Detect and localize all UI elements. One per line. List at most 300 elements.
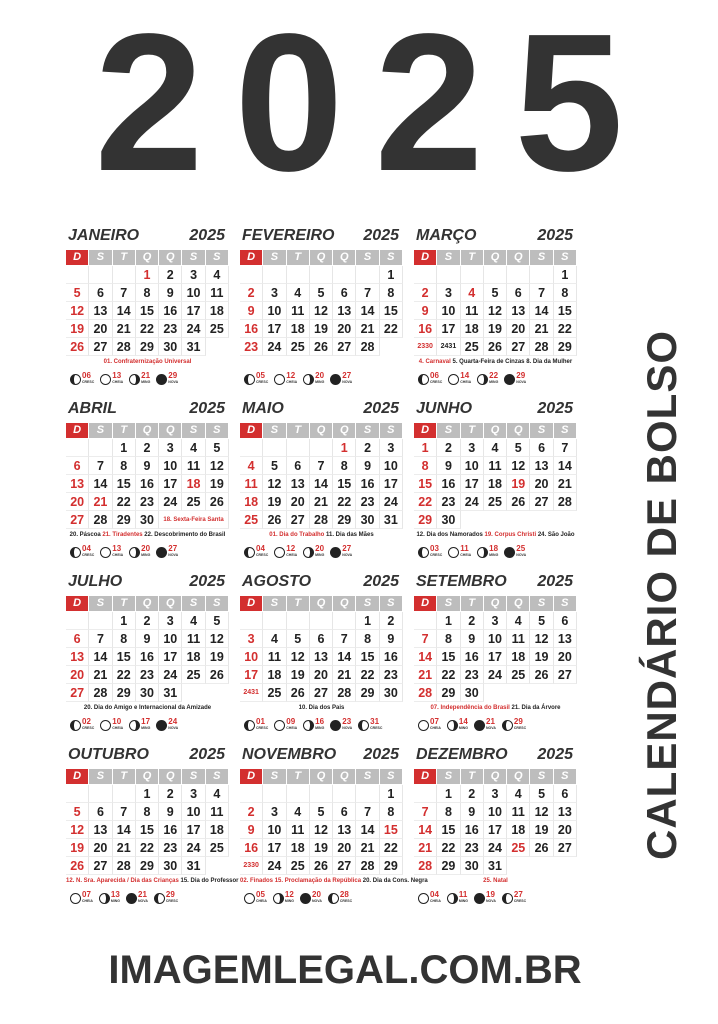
weekday-label: Q <box>136 423 158 438</box>
day-cell: 15 <box>437 648 460 666</box>
moon-day: 14 <box>458 717 468 726</box>
moon-phase <box>156 718 178 732</box>
moon-full-icon <box>448 547 459 558</box>
day-cell: 5 <box>263 457 286 475</box>
day-cell: 25 <box>287 857 310 875</box>
day-cell: 4 <box>206 785 229 803</box>
day-cell: 21 <box>310 493 333 511</box>
moon-date <box>430 545 442 559</box>
weekday-label: S <box>356 596 378 611</box>
moon-label: CHEIA <box>430 726 441 730</box>
weekday-label: S <box>89 250 111 265</box>
day-cell: 1 <box>554 266 577 284</box>
moon-day: 01 <box>256 717 265 726</box>
weekday-label: Q <box>507 423 529 438</box>
day-cell: 16 <box>461 648 484 666</box>
moon-label: NOVA <box>342 380 353 384</box>
moon-date <box>286 372 297 386</box>
day-cell: 18 <box>182 475 205 493</box>
day-cell: 19 <box>206 648 229 666</box>
moon-wane-icon <box>303 374 314 385</box>
day-empty <box>287 266 310 284</box>
day-cell: 23 <box>461 666 484 684</box>
weekday-label: T <box>113 423 135 438</box>
moon-day: 27 <box>342 544 352 553</box>
month-year: 2025 <box>189 573 225 590</box>
moon-day: 07 <box>430 717 439 726</box>
weekday-label: S <box>437 250 459 265</box>
day-grid <box>414 785 577 875</box>
weekday-row <box>240 596 403 611</box>
month-year: 2025 <box>189 746 225 763</box>
day-cell: 2 <box>240 803 263 821</box>
day-cell: 10 <box>484 803 507 821</box>
month-block <box>240 571 403 741</box>
day-cell: 14 <box>356 821 379 839</box>
weekday-label: S <box>554 250 576 265</box>
moon-label: CRESC <box>370 726 383 730</box>
day-cell: 26 <box>66 857 89 875</box>
day-cell: 8 <box>136 803 159 821</box>
holiday-note: 4. Carnaval <box>418 359 453 365</box>
day-cell: 27 <box>66 684 89 702</box>
weekday-label: S <box>206 769 228 784</box>
month-name: OUTUBRO <box>68 746 149 763</box>
day-cell: 5 <box>530 785 553 803</box>
day-empty <box>414 612 437 630</box>
moon-half-icon <box>418 374 429 385</box>
year-heading <box>0 0 718 212</box>
day-cell: 3 <box>263 803 286 821</box>
day-cell: 9 <box>461 630 484 648</box>
day-empty <box>333 612 356 630</box>
day-cell: 15 <box>333 475 356 493</box>
moon-day: 11 <box>458 890 468 899</box>
day-cell: 19 <box>507 475 530 493</box>
day-cell: 20 <box>310 666 333 684</box>
day-cell: 14 <box>113 302 136 320</box>
day-cell: 18 <box>240 493 263 511</box>
moon-date <box>312 891 322 905</box>
moon-half-icon <box>502 893 513 904</box>
day-cell: 11 <box>484 457 507 475</box>
day-cell: 26 <box>287 684 310 702</box>
moon-date <box>315 545 324 559</box>
day-cell: 5 <box>66 284 89 302</box>
day-cell: 13 <box>333 302 356 320</box>
holiday-notes <box>414 877 577 886</box>
moon-day: 17 <box>141 717 151 726</box>
day-cell: 14 <box>113 821 136 839</box>
holiday-note: 10. Dia dos Pais <box>298 705 345 711</box>
day-cell: 9 <box>437 457 460 475</box>
moon-date <box>286 545 297 559</box>
moon-date <box>112 718 123 732</box>
moon-date <box>516 372 526 386</box>
weekday-label: T <box>461 596 483 611</box>
moon-day: 12 <box>286 544 296 553</box>
day-cell: 30 <box>159 857 182 875</box>
day-cell: 2 <box>136 439 159 457</box>
day-grid <box>414 439 577 529</box>
weekday-label: D <box>414 250 436 265</box>
moon-half-icon <box>70 547 81 558</box>
weekday-label: T <box>287 250 309 265</box>
day-cell: 30 <box>380 684 403 702</box>
moon-date <box>82 372 94 386</box>
moon-wane-icon <box>303 720 314 731</box>
day-empty <box>310 439 333 457</box>
day-cell: 22 <box>113 493 136 511</box>
day-empty <box>263 266 286 284</box>
moon-label: NOVA <box>168 553 179 557</box>
weekday-label: S <box>263 423 285 438</box>
moon-phase-row <box>414 370 577 388</box>
year-digit: 2 <box>94 0 204 212</box>
moon-date <box>111 891 120 905</box>
weekday-label: T <box>113 769 135 784</box>
moon-day: 10 <box>112 717 122 726</box>
moon-wane-icon <box>303 547 314 558</box>
day-cell: 26 <box>310 857 333 875</box>
moon-phase <box>328 891 352 905</box>
day-cell: 3 <box>159 612 182 630</box>
day-cell: 18 <box>507 648 530 666</box>
weekday-label: S <box>89 423 111 438</box>
weekday-row <box>414 596 577 611</box>
weekday-label: S <box>380 250 402 265</box>
day-cell: 9 <box>136 457 159 475</box>
day-cell: 23 <box>356 493 379 511</box>
weekday-label: S <box>437 596 459 611</box>
day-cell: 9 <box>159 803 182 821</box>
moon-date <box>370 718 382 732</box>
day-cell: 2 <box>461 785 484 803</box>
day-cell: 11 <box>507 630 530 648</box>
weekday-row <box>240 250 403 265</box>
weekday-label: S <box>206 596 228 611</box>
moon-label: CRESC <box>82 553 95 557</box>
day-cell: 17 <box>159 475 182 493</box>
moon-phase <box>330 545 352 559</box>
day-cell: 16 <box>240 839 263 857</box>
day-cell: 26 <box>530 839 553 857</box>
moon-date <box>168 718 178 732</box>
moon-phase-row <box>414 543 577 561</box>
moon-phase-row <box>240 370 403 388</box>
day-cell: 2 <box>240 284 263 302</box>
month-year: 2025 <box>189 400 225 417</box>
moon-phase <box>100 718 123 732</box>
moon-day: 05 <box>256 371 265 380</box>
moon-date <box>514 718 526 732</box>
moon-phase-row <box>66 543 229 561</box>
day-cell: 6 <box>310 630 333 648</box>
moon-label: CRESC <box>256 726 269 730</box>
day-cell: 18 <box>287 320 310 338</box>
day-cell: 27 <box>507 338 530 356</box>
day-cell: 31 <box>380 511 403 529</box>
moon-label: CHEIA <box>460 380 472 384</box>
day-cell: 11 <box>182 630 205 648</box>
moon-phase <box>156 372 178 386</box>
weekday-label: S <box>356 423 378 438</box>
weekday-label: D <box>414 769 436 784</box>
moon-day: 13 <box>112 371 122 380</box>
moon-label: CRESC <box>430 380 443 384</box>
moon-phase <box>274 545 297 559</box>
holiday-notes <box>66 877 239 886</box>
day-cell: 14 <box>89 475 112 493</box>
day-empty <box>263 785 286 803</box>
day-cell: 28 <box>554 493 577 511</box>
day-empty <box>287 612 310 630</box>
day-grid <box>414 612 577 702</box>
day-cell: 3 <box>159 439 182 457</box>
day-cell: 9 <box>380 630 403 648</box>
holiday-note: 12. Dia dos Namorados <box>416 532 485 538</box>
moon-date <box>460 545 471 559</box>
day-cell: 6 <box>66 630 89 648</box>
weekday-label: Q <box>507 596 529 611</box>
month-header <box>66 571 229 593</box>
day-cell: 22 <box>136 839 159 857</box>
weekday-label: S <box>206 423 228 438</box>
holiday-note: 02. Finados <box>240 878 275 884</box>
day-cell: 22 <box>333 493 356 511</box>
day-cell: 28 <box>414 857 437 875</box>
weekday-label: S <box>89 596 111 611</box>
day-cell: 4 <box>461 284 484 302</box>
day-empty <box>333 785 356 803</box>
moon-day: 20 <box>141 544 151 553</box>
day-cell: 27 <box>66 511 89 529</box>
day-cell: 8 <box>113 457 136 475</box>
month-year: 2025 <box>363 400 399 417</box>
moon-date <box>514 891 526 905</box>
weekday-label: Q <box>159 250 181 265</box>
day-cell: 26 <box>66 338 89 356</box>
moon-date <box>138 891 148 905</box>
day-cell: 2 <box>356 439 379 457</box>
month-name: MARÇO <box>416 227 477 244</box>
moon-day: 12 <box>284 890 294 899</box>
moon-day: 29 <box>513 717 523 726</box>
moon-label: CRESC <box>82 380 95 384</box>
weekday-label: S <box>380 596 402 611</box>
day-cell: 23 <box>437 493 460 511</box>
moon-date <box>459 718 468 732</box>
moon-phase <box>477 545 498 559</box>
month-name: NOVEMBRO <box>242 746 337 763</box>
moon-day: 27 <box>168 544 178 553</box>
day-cell: 13 <box>554 630 577 648</box>
moon-phase-row <box>414 716 577 734</box>
day-cell: 19 <box>66 839 89 857</box>
day-cell: 8 <box>113 630 136 648</box>
moon-date <box>315 718 324 732</box>
day-empty <box>89 439 112 457</box>
day-cell: 26 <box>206 666 229 684</box>
moon-wane-icon <box>129 547 140 558</box>
day-cell: 19 <box>484 320 507 338</box>
weekday-label: Q <box>310 423 332 438</box>
moon-full-icon <box>244 893 255 904</box>
day-cell: 28 <box>89 684 112 702</box>
day-cell: 8 <box>333 457 356 475</box>
moon-phase <box>273 891 294 905</box>
day-cell: 17 <box>159 648 182 666</box>
day-cell: 27 <box>554 839 577 857</box>
moon-full-icon <box>100 374 111 385</box>
day-cell: 2 <box>136 612 159 630</box>
weekday-row <box>66 596 229 611</box>
moon-label: CHEIA <box>112 380 124 384</box>
weekday-label: S <box>554 596 576 611</box>
day-cell: 1 <box>437 612 460 630</box>
day-cell: 16 <box>380 648 403 666</box>
day-cell: 16 <box>159 302 182 320</box>
day-cell: 17 <box>380 475 403 493</box>
day-cell: 26 <box>507 493 530 511</box>
moon-full-icon <box>448 374 459 385</box>
moon-phase <box>447 891 468 905</box>
moon-label: NOVA <box>168 726 179 730</box>
day-empty <box>240 439 263 457</box>
day-cell: 28 <box>89 511 112 529</box>
moon-label: CHEIA <box>112 726 124 730</box>
moon-wane-icon <box>129 720 140 731</box>
day-cell: 12 <box>206 630 229 648</box>
moon-date <box>342 545 352 559</box>
holiday-inline: 18. Sexta-Feira Santa <box>159 511 229 529</box>
day-cell: 21 <box>414 666 437 684</box>
day-cell: 6 <box>554 785 577 803</box>
day-cell: 10 <box>159 457 182 475</box>
day-cell: 17 <box>461 475 484 493</box>
day-cell: 1 <box>136 266 159 284</box>
day-cell: 1 <box>136 785 159 803</box>
year-digit: 0 <box>234 0 344 212</box>
day-empty <box>356 785 379 803</box>
moon-label: NOVA <box>486 726 496 730</box>
moon-label: CHEIA <box>286 553 298 557</box>
day-cell: 25 <box>263 684 286 702</box>
moon-phase <box>448 372 471 386</box>
day-cell: 25 <box>182 666 205 684</box>
day-cell: 2 <box>414 284 437 302</box>
day-cell: 31 <box>484 857 507 875</box>
day-cell: 13 <box>287 475 310 493</box>
moon-half-icon <box>502 720 513 731</box>
moon-new-icon <box>156 720 167 731</box>
day-cell: 27 <box>554 666 577 684</box>
weekday-label: S <box>182 423 204 438</box>
day-cell: 22 <box>414 493 437 511</box>
day-cell: 21 <box>113 320 136 338</box>
day-cell: 3 <box>380 439 403 457</box>
day-cell: 13 <box>89 302 112 320</box>
weekday-label: S <box>89 769 111 784</box>
day-cell: 1 <box>333 439 356 457</box>
day-cell: 10 <box>380 457 403 475</box>
day-cell: 14 <box>356 302 379 320</box>
moon-label: NOVA <box>168 380 179 384</box>
month-name: AGOSTO <box>242 573 312 590</box>
day-grid <box>66 439 229 529</box>
moon-day: 13 <box>110 890 120 899</box>
day-cell: 17 <box>263 839 286 857</box>
day-cell: 6 <box>287 457 310 475</box>
moon-day: 29 <box>168 371 178 380</box>
moon-label: NOVA <box>342 553 353 557</box>
day-cell: 1 <box>113 439 136 457</box>
month-header <box>240 398 403 420</box>
moon-phase <box>244 891 267 905</box>
moon-date <box>141 372 150 386</box>
day-cell: 3 <box>182 785 205 803</box>
weekday-label: D <box>66 250 88 265</box>
moon-phase-row <box>414 889 577 907</box>
holiday-note: 21. Dia da Árvore <box>511 705 561 711</box>
holiday-notes <box>414 704 577 713</box>
day-cell: 4 <box>507 612 530 630</box>
day-empty <box>240 266 263 284</box>
day-cell: 11 <box>240 475 263 493</box>
moon-date <box>256 718 268 732</box>
moon-label: CHEIA <box>256 899 267 903</box>
weekday-label: Q <box>507 769 529 784</box>
moon-day: 21 <box>138 890 147 899</box>
day-cell: 6 <box>530 439 553 457</box>
day-cell: 12 <box>310 821 333 839</box>
moon-full-icon <box>70 893 81 904</box>
day-cell: 15 <box>356 648 379 666</box>
day-cell: 19 <box>310 320 333 338</box>
moon-day: 04 <box>256 544 265 553</box>
day-cell: 5 <box>530 612 553 630</box>
day-cell: 24 <box>182 320 205 338</box>
moon-phase <box>99 891 120 905</box>
weekday-label: S <box>182 596 204 611</box>
day-cell: 21 <box>356 320 379 338</box>
moon-new-icon <box>504 547 515 558</box>
day-cell: 17 <box>182 302 205 320</box>
day-cell: 8 <box>437 630 460 648</box>
moon-day: 24 <box>168 717 178 726</box>
month-block <box>240 744 428 914</box>
day-cell: 10 <box>461 457 484 475</box>
day-cell: 15 <box>554 302 577 320</box>
moon-phase <box>504 545 526 559</box>
day-grid <box>240 439 403 529</box>
moon-phase <box>474 718 496 732</box>
day-cell: 1 <box>113 612 136 630</box>
day-cell: 2 <box>159 266 182 284</box>
moon-phase <box>418 891 441 905</box>
day-cell: 15 <box>437 821 460 839</box>
day-cell: 3 <box>484 612 507 630</box>
day-cell: 18 <box>206 821 229 839</box>
day-cell: 23 <box>240 338 263 356</box>
day-cell: 25 <box>206 839 229 857</box>
day-cell: 30 <box>159 338 182 356</box>
moon-phase-row <box>240 716 403 734</box>
moon-date <box>82 718 94 732</box>
month-name: FEVEREIRO <box>242 227 335 244</box>
day-cell: 8 <box>554 284 577 302</box>
moon-phase <box>303 545 324 559</box>
